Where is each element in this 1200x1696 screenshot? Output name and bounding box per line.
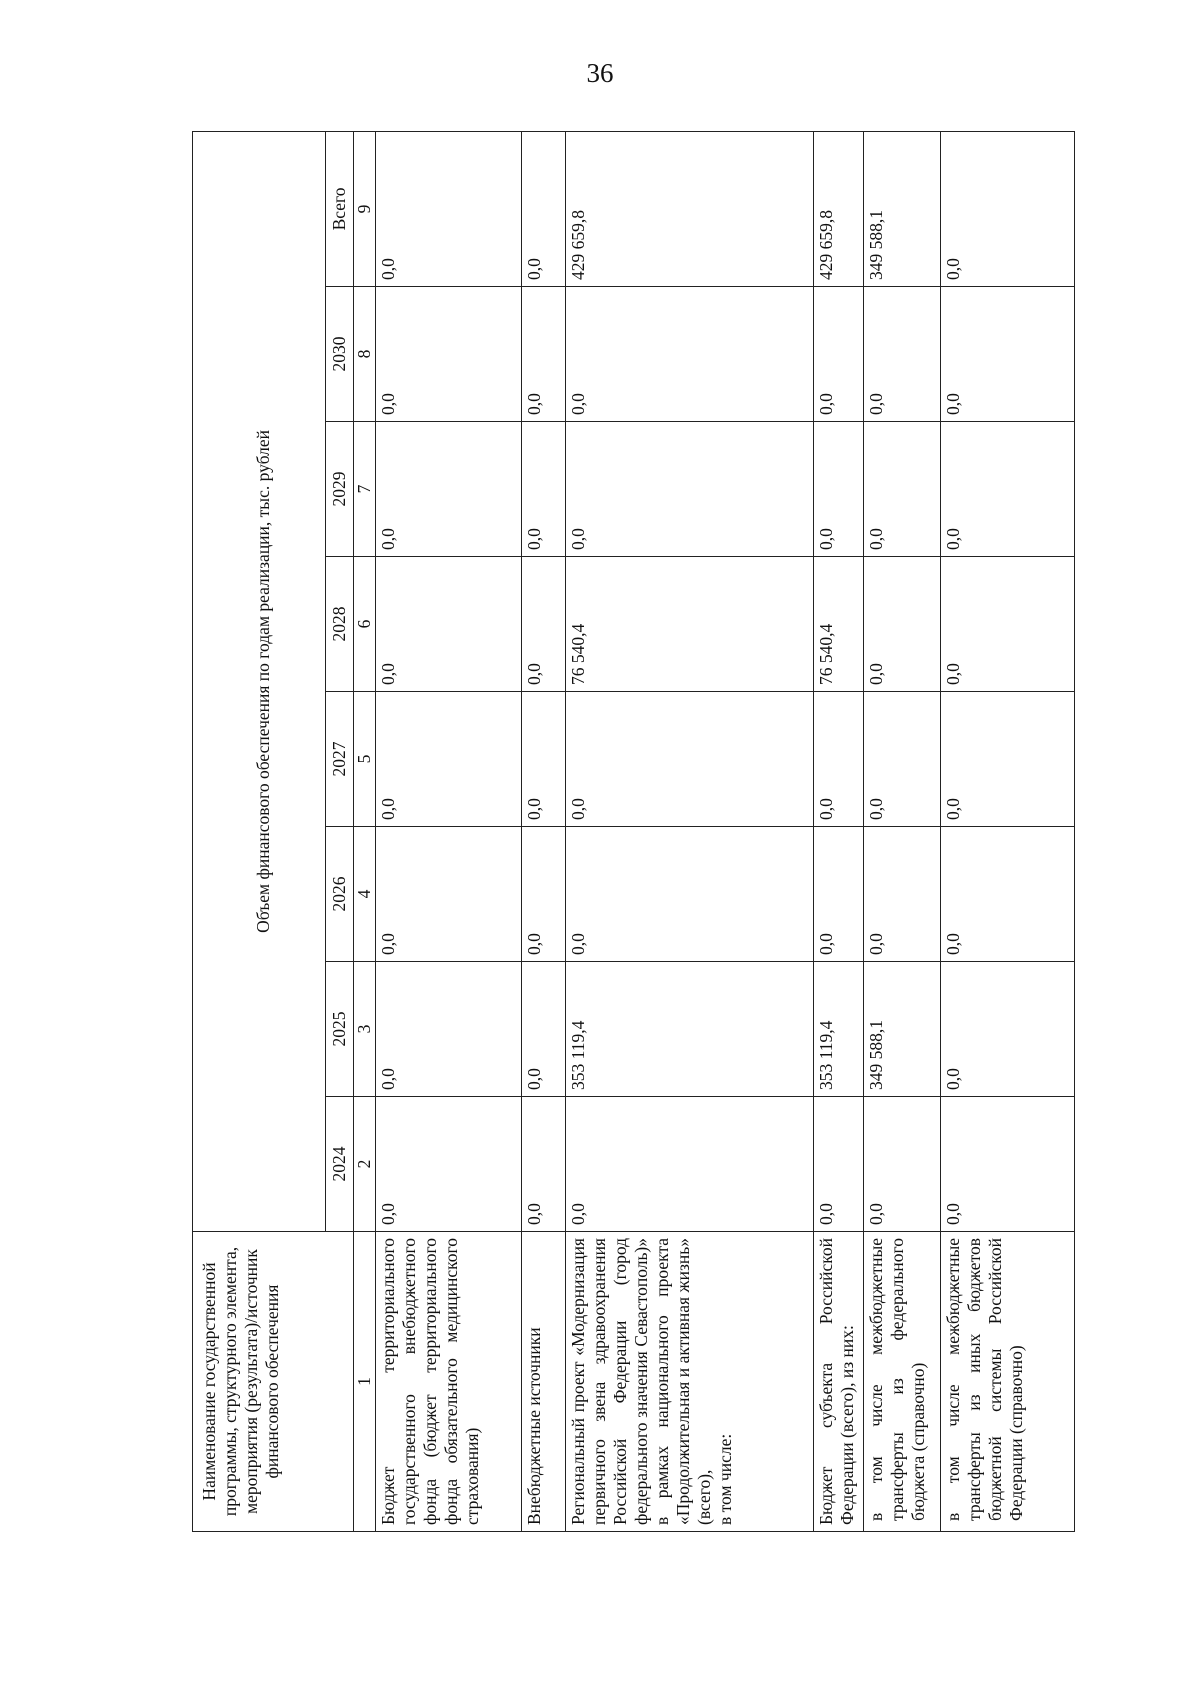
value-cell-total: 0,0 bbox=[941, 131, 1075, 286]
table-row bbox=[864, 131, 941, 1531]
value-cell: 0,0 bbox=[376, 422, 522, 557]
row-name: Региональный проект «Модернизация первичного звена здравоохранения Российской Федерации (город федерального значения Севастополь)» в рамках национального проекта «Продолжительная и активная жизнь» (всего), bbox=[568, 1238, 715, 1525]
value-cell: 0,0 bbox=[814, 422, 864, 557]
rotated-table-container bbox=[192, 132, 1075, 1532]
value-cell: 0,0 bbox=[864, 422, 941, 557]
year-header: 2024 bbox=[326, 1097, 353, 1232]
value-cell: 0,0 bbox=[814, 692, 864, 827]
value-cell: 353 119,4 bbox=[566, 962, 814, 1097]
value-cell: 0,0 bbox=[814, 1097, 864, 1232]
index-cell: 6 bbox=[353, 557, 376, 692]
table-row bbox=[941, 131, 1075, 1531]
value-cell: 0,0 bbox=[522, 1097, 566, 1232]
value-cell: 0,0 bbox=[522, 422, 566, 557]
year-header: 2030 bbox=[326, 287, 353, 422]
value-cell: 76 540,4 bbox=[814, 557, 864, 692]
header-row-main bbox=[193, 131, 326, 1531]
index-cell: 5 bbox=[353, 692, 376, 827]
value-cell: 0,0 bbox=[814, 287, 864, 422]
value-cell: 0,0 bbox=[864, 827, 941, 962]
value-cell-total: 429 659,8 bbox=[814, 131, 864, 286]
row-name: Внебюджетные источники bbox=[522, 1232, 566, 1532]
value-cell-total: 0,0 bbox=[522, 131, 566, 286]
page-number: 36 bbox=[586, 58, 614, 88]
value-cell: 0,0 bbox=[864, 692, 941, 827]
value-cell: 0,0 bbox=[376, 1097, 522, 1232]
value-cell: 0,0 bbox=[566, 422, 814, 557]
value-cell: 353 119,4 bbox=[814, 962, 864, 1097]
value-cell: 76 540,4 bbox=[566, 557, 814, 692]
value-cell: 0,0 bbox=[566, 1097, 814, 1232]
value-cell: 0,0 bbox=[864, 557, 941, 692]
value-cell: 0,0 bbox=[864, 287, 941, 422]
table-row bbox=[814, 131, 864, 1531]
value-cell: 0,0 bbox=[566, 692, 814, 827]
row-name: в том числе межбюджетные трансферты из федерального бюджета (справочно) bbox=[864, 1232, 941, 1532]
year-header: 2027 bbox=[326, 692, 353, 827]
value-cell-total: 349 588,1 bbox=[864, 131, 941, 286]
index-cell: 7 bbox=[353, 422, 376, 557]
value-cell: 0,0 bbox=[941, 287, 1075, 422]
row-note: в том числе: bbox=[715, 1433, 736, 1525]
value-cell: 0,0 bbox=[941, 962, 1075, 1097]
value-cell: 0,0 bbox=[941, 1097, 1075, 1232]
year-header: 2025 bbox=[326, 962, 353, 1097]
index-cell: 9 bbox=[353, 131, 376, 286]
year-header: 2029 bbox=[326, 422, 353, 557]
value-cell: 0,0 bbox=[941, 827, 1075, 962]
year-header: 2028 bbox=[326, 557, 353, 692]
value-cell: 0,0 bbox=[814, 827, 864, 962]
value-cell: 0,0 bbox=[376, 557, 522, 692]
value-cell: 0,0 bbox=[376, 827, 522, 962]
value-cell: 0,0 bbox=[522, 287, 566, 422]
index-row bbox=[353, 131, 376, 1531]
row-name: в том числе межбюджетные трансферты из иных бюджетов бюджетной системы Российской Федерации (справочно) bbox=[941, 1232, 1075, 1532]
table-row bbox=[566, 131, 814, 1531]
row-name: Бюджет территориального государственного внебюджетного фонда (бюджет территориального фонда обязательного медицинского страхования) bbox=[376, 1232, 522, 1532]
index-cell: 8 bbox=[353, 287, 376, 422]
value-cell: 0,0 bbox=[522, 962, 566, 1097]
year-header-total: Всего bbox=[326, 131, 353, 286]
value-cell: 0,0 bbox=[376, 962, 522, 1097]
value-cell: 0,0 bbox=[941, 692, 1075, 827]
value-cell: 0,0 bbox=[566, 287, 814, 422]
index-cell: 4 bbox=[353, 827, 376, 962]
header-volume-cell: Объем финансового обеспечения по годам реализации, тыс. рублей bbox=[193, 131, 326, 1231]
value-cell: 0,0 bbox=[566, 827, 814, 962]
value-cell-total: 429 659,8 bbox=[566, 131, 814, 286]
value-cell: 0,0 bbox=[376, 692, 522, 827]
value-cell: 0,0 bbox=[941, 422, 1075, 557]
financing-table bbox=[192, 131, 1075, 1532]
row-name: Бюджет субъекта Российской Федерации (всего), из них: bbox=[814, 1232, 864, 1532]
value-cell: 0,0 bbox=[522, 692, 566, 827]
index-cell: 1 bbox=[353, 1232, 376, 1532]
value-cell: 0,0 bbox=[522, 827, 566, 962]
row-name-cell bbox=[566, 1232, 814, 1532]
index-cell: 2 bbox=[353, 1097, 376, 1232]
value-cell: 0,0 bbox=[522, 557, 566, 692]
value-cell: 0,0 bbox=[376, 287, 522, 422]
table-row bbox=[376, 131, 522, 1531]
value-cell: 349 588,1 bbox=[864, 962, 941, 1097]
value-cell: 0,0 bbox=[864, 1097, 941, 1232]
index-cell: 3 bbox=[353, 962, 376, 1097]
year-header: 2026 bbox=[326, 827, 353, 962]
header-name-cell: Наименование государственной программы, структурного элемента, мероприятия (результата)/источник финансового обеспечения bbox=[193, 1232, 354, 1532]
value-cell-total: 0,0 bbox=[376, 131, 522, 286]
table-row bbox=[522, 131, 566, 1531]
value-cell: 0,0 bbox=[941, 557, 1075, 692]
